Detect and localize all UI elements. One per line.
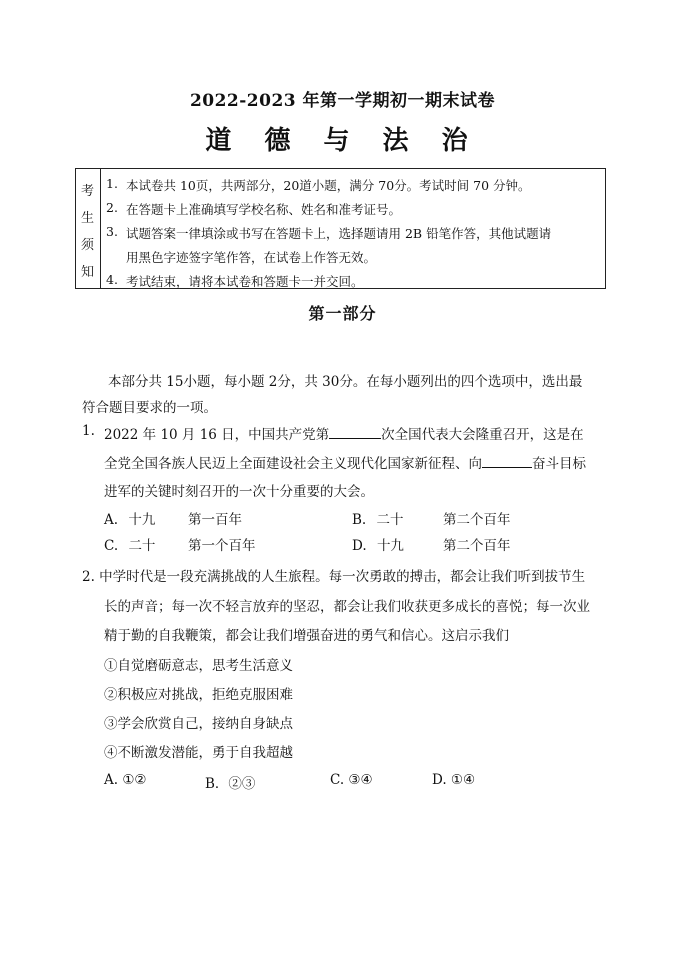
notice-item-number: 2. — [106, 200, 118, 215]
option-text: 十九 — [128, 512, 156, 528]
question-1-stem-line1 — [104, 423, 584, 443]
option-text: 十九 — [376, 538, 404, 554]
option-text: 二十 — [128, 538, 156, 554]
question-1-stem-line2 — [104, 452, 586, 472]
question-2-stem-line2: 长的声音；每一次不轻言放弃的坚忍，都会让我们收获更多成长的喜悦；每一次业 — [104, 599, 590, 615]
subject-title: 道 德 与 法 治 — [205, 126, 480, 156]
option-c-detail: 第一个百年 — [188, 538, 256, 554]
option-d-detail: 第二个百年 — [443, 538, 511, 554]
option-letter: A. — [104, 512, 119, 528]
option-c — [104, 534, 155, 554]
answer-blank — [329, 426, 381, 439]
option-d — [352, 534, 404, 554]
notice-item — [106, 176, 596, 196]
option-a-detail: 第一百年 — [188, 512, 242, 528]
notice-item-number: 4. — [106, 272, 118, 287]
notice-item-text: 在答题卡上准确填写学校名称、姓名和准考证号。 — [126, 202, 402, 217]
statement-3: ③学会欣赏自己，接纳自身缺点 — [104, 716, 293, 732]
option-b-detail: 第二个百年 — [443, 512, 511, 528]
question-1-text: 奋斗目标 — [532, 456, 586, 472]
notice-label-char: 知 — [81, 265, 95, 280]
question-2-stem-line1: 2. 中学时代是一段充满挑战的人生旅程。每一次勇敢的搏击，都会让我们听到拔节生 — [82, 569, 586, 585]
question-1-number: 1. — [82, 423, 95, 439]
option-text: 二十 — [376, 512, 404, 528]
answer-blank — [482, 455, 532, 468]
option-a — [104, 508, 155, 528]
part-one-intro-cont: 符合题目要求的一项。 — [82, 400, 217, 416]
notice-item — [106, 224, 596, 268]
notice-item-text: 考试结束，请将本试卷和答题卡一并交回。 — [126, 274, 364, 289]
statement-4: ④不断激发潜能，勇于自我超越 — [104, 745, 293, 761]
option-c: C. ③④ — [330, 772, 373, 788]
part-one-intro: 本部分共 15小题，每小题 2分，共 30分。在每小题列出的四个选项中，选出最 — [108, 374, 583, 390]
statement-2: ②积极应对挑战，拒绝克服困难 — [104, 687, 293, 703]
notice-item-number: 1. — [106, 176, 118, 191]
exam-title: 2022-2023 年第一学期初一期末试卷 — [189, 91, 496, 111]
question-2-stem-line3: 精于勤的自我鞭策，都会让我们增强奋进的勇气和信心。这启示我们 — [104, 628, 509, 644]
statement-1: ①自觉磨砺意志，思考生活意义 — [104, 658, 293, 674]
option-b: B．②③ — [205, 776, 256, 792]
notice-label-char: 考 — [81, 184, 95, 199]
exam-notice-box — [75, 168, 606, 289]
option-d: D. ①④ — [432, 772, 476, 788]
notice-label-char: 生 — [81, 211, 95, 226]
notice-item — [106, 200, 596, 220]
notice-label-char: 须 — [81, 238, 95, 253]
notice-item — [106, 272, 596, 292]
notice-item-text-cont: 用黑色字迹签字笔作答，在试卷上作答无效。 — [126, 250, 377, 265]
option-a: A. ①② — [104, 772, 147, 788]
notice-item-number: 3. — [106, 224, 118, 239]
option-letter: B. — [352, 512, 367, 528]
question-1-text: 全党全国各族人民迈上全面建设社会主义现代化国家新征程、向 — [104, 456, 482, 472]
option-letter: D. — [352, 538, 367, 554]
question-1-text: 2022 年 10 月 16 日，中国共产党第 — [104, 427, 330, 443]
question-1-stem-line3: 进军的关键时刻召开的一次十分重要的大会。 — [104, 484, 374, 500]
option-b — [352, 508, 404, 528]
notice-item-text: 试题答案一律填涂或书写在答题卡上，选择题请用 2B 铅笔作答，其他试题请 — [126, 226, 552, 241]
notice-item-text: 本试卷共 10页，共两部分，20道小题，满分 70分。考试时间 70 分钟。 — [126, 178, 531, 193]
notice-label — [76, 169, 101, 288]
option-letter: C. — [104, 538, 119, 554]
question-1-text: 次全国代表大会隆重召开，这是在 — [381, 427, 584, 443]
part-one-title: 第一部分 — [308, 304, 377, 323]
